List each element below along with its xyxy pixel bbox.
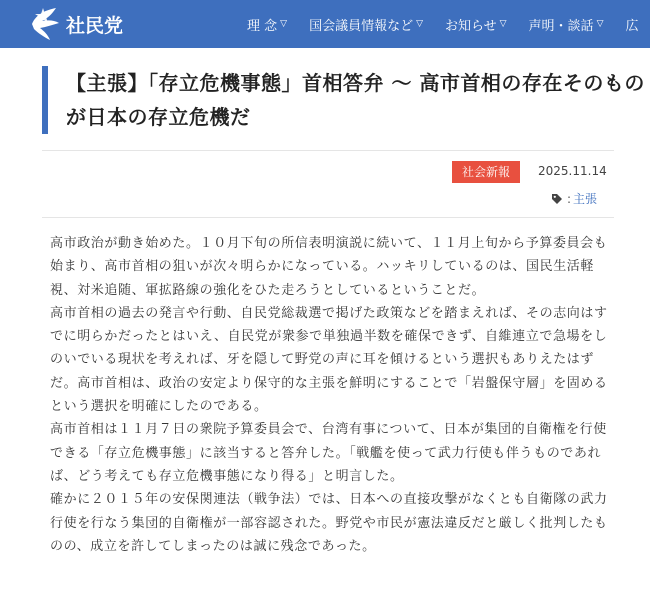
category-badge[interactable]: 社会新報 [452, 161, 520, 183]
post-date: 2025.11.14 [538, 164, 607, 178]
chevron-down-icon: ▽ [596, 19, 604, 29]
divider [42, 217, 614, 218]
chevron-down-icon: ▽ [499, 19, 507, 29]
logo-text: 社民党 [66, 14, 124, 37]
article-paragraph: 高市政治が動き始めた。１０月下旬の所信表明演説に続いて、１１月上旬から予算委員会も始まり、高市首相の狙いが次々明らかになっている。ハッキリしているのは、国民生活軽視、対米追随、軍拡路線の強化をひた走ろうとしているということだ。 [50, 236, 608, 298]
nav-label: 理 念 [247, 18, 278, 34]
article-title: 【主張】「存立危機事態」首相答弁 〜 高市首相の存在そのものが日本の存立危機だ [66, 71, 645, 129]
divider [42, 150, 614, 151]
main-nav [247, 0, 639, 48]
site-header [0, 0, 650, 48]
article-paragraph: 高市首相の過去の発言や行動、自民党総裁選で掲げた政策などを踏まえれば、その志向はすでに明らかだったとはいえ、自民党が衆参で単独過半数を確保できず、自維連立で急場をしのいでいる現状を考えれば、牙を隠して野党の声に耳を傾けるという選択もありえたはずだ。高市首相は、政治の安定より保守的な主張を鮮明にすることで「岩盤保守層」を固めるという選択を明確にしたのである。 [50, 305, 608, 415]
nav-item-diet-members[interactable] [309, 15, 423, 34]
nav-item-partial[interactable] [625, 15, 638, 34]
article-body [50, 232, 610, 558]
nav-item-statements[interactable] [529, 15, 604, 34]
chevron-down-icon: ▽ [416, 19, 423, 29]
tag-line [551, 190, 597, 207]
tag-icon [551, 193, 563, 205]
dove-logo-icon [26, 4, 64, 44]
nav-label: お知らせ [445, 18, 497, 34]
tag-link-shucho[interactable]: 主張 [573, 192, 598, 206]
nav-label: 広 [625, 18, 639, 34]
chevron-down-icon: ▽ [280, 19, 288, 29]
nav-item-rinen[interactable] [247, 15, 287, 34]
nav-label: 声明・談話 [528, 18, 594, 34]
article-paragraph: 高市首相は１１月７日の衆院予算委員会で、台湾有事について、日本が集団的自衛権を行使できる「存立危機事態」に該当すると答弁した。「戦艦を使って武力行使も伴うものであれば、どう考えても存立危機事態になり得る」と明言した。 [50, 422, 607, 484]
article-title-block [42, 66, 646, 134]
nav-item-news[interactable] [445, 15, 507, 34]
site-logo[interactable] [26, 4, 123, 44]
tag-separator: : [567, 191, 572, 206]
article-paragraph: 確かに２０１５年の安保関連法（戦争法）では、日本への直接攻撃がなくとも自衛隊の武力行使を行なう集団的自衛権が一部容認された。野党や市民が憲法違反だと厳しく批判したものの、成立を許してしまったのは誠に残念であった。 [50, 492, 608, 554]
nav-label: 国会議員情報など [309, 18, 414, 34]
